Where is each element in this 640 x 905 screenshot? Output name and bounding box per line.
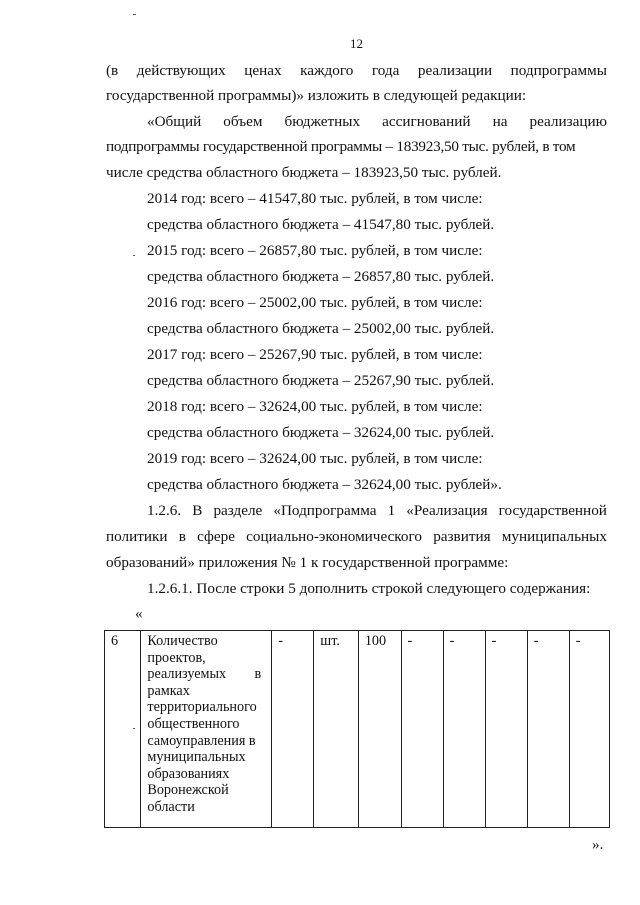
- unit-cell: шт.: [314, 631, 359, 828]
- year-2017-total: 2017 год: всего – 25267,90 тыс. рублей, в том числе:: [147, 346, 483, 363]
- paragraph-line-1: [106, 62, 607, 80]
- name-line: общественного: [147, 715, 240, 732]
- year-2019-regional: средства областного бюджета – 32624,00 тыс. рублей».: [147, 476, 502, 493]
- word: в: [178, 528, 186, 545]
- year-2014-total: 2014 год: всего – 41547,80 тыс. рублей, в том числе:: [147, 190, 483, 207]
- year-2017-regional: средства областного бюджета – 25267,90 тыс. рублей.: [147, 372, 495, 389]
- scan-speck: [133, 255, 135, 256]
- name-line: области: [147, 798, 195, 815]
- page-number: 12: [350, 36, 363, 51]
- closing-quote: ».: [592, 836, 604, 853]
- scan-speck: [133, 728, 135, 729]
- paragraph-1-2-6-line-1: [147, 502, 607, 520]
- paragraph-line-3: [147, 113, 607, 131]
- word: ценах: [244, 62, 282, 79]
- word: (в: [106, 62, 119, 79]
- word: «Реализация: [406, 502, 488, 519]
- row-number-cell: 6: [105, 631, 141, 828]
- word: бюджетных: [284, 113, 361, 130]
- name-line: рамках: [147, 682, 190, 699]
- word: В: [192, 502, 203, 519]
- name-line: образованиях: [147, 765, 230, 782]
- word: действующих: [136, 62, 226, 79]
- year-2018-total: 2018 год: всего – 32624,00 тыс. рублей, в том числе:: [147, 398, 483, 415]
- indicator-name-cell: [141, 631, 272, 828]
- word: муниципальных: [501, 528, 607, 545]
- word: на: [492, 113, 508, 130]
- word: сфере: [197, 528, 235, 545]
- name-line: территориального: [147, 699, 257, 716]
- paragraph-line-5: числе средства областного бюджета – 183923,50 тыс. рублей.: [106, 164, 502, 181]
- name-line: Воронежской: [147, 782, 229, 799]
- year-2015-total: 2015 год: всего – 26857,80 тыс. рублей, в том числе:: [147, 242, 483, 259]
- word: подпрограммы: [510, 62, 607, 79]
- name-line: муниципальных: [147, 749, 246, 766]
- word: «Общий: [147, 113, 202, 130]
- cell: -: [272, 631, 314, 828]
- year-2015-regional: средства областного бюджета – 26857,80 тыс. рублей.: [147, 268, 495, 285]
- year-2018-regional: средства областного бюджета – 32624,00 тыс. рублей.: [147, 424, 495, 441]
- year-2016-total: 2016 год: всего – 25002,00 тыс. рублей, в том числе:: [147, 294, 483, 311]
- word: «Подпрограмма: [273, 502, 377, 519]
- paragraph-1-2-6-line-2: [106, 528, 607, 546]
- paragraph-1-2-6-line-3: образований» приложения № 1 к государственной программе:: [106, 554, 509, 571]
- name-line: Количество: [147, 633, 218, 649]
- word: социально-экономического: [246, 528, 422, 545]
- year-2019-total: 2019 год: всего – 32624,00 тыс. рублей, в том числе:: [147, 450, 483, 467]
- word: развития: [433, 528, 491, 545]
- year-2016-regional: средства областного бюджета – 25002,00 тыс. рублей.: [147, 320, 495, 337]
- word: объем: [223, 113, 263, 130]
- word: года: [371, 62, 400, 79]
- paragraph-1-2-6-1: 1.2.6.1. После строки 5 дополнить строкой следующего содержания:: [147, 580, 591, 597]
- cell: -: [401, 631, 443, 828]
- name-line: самоуправления в: [147, 732, 256, 749]
- word: государственной: [498, 502, 607, 519]
- inserted-row-table: [104, 630, 610, 828]
- opening-quote: «: [135, 605, 143, 622]
- cell: -: [527, 631, 569, 828]
- cell: -: [443, 631, 485, 828]
- word: политики: [106, 528, 168, 545]
- word: реализации: [417, 62, 493, 79]
- word: каждого: [300, 62, 354, 79]
- name-line: проектов,: [147, 649, 206, 666]
- word: 1.2.6.: [147, 502, 182, 519]
- value-cell: 100: [358, 631, 401, 828]
- paragraph-line-4: подпрограммы государственной программы – 183923,50 тыс. рублей, в том: [106, 138, 576, 155]
- word: реализацию: [529, 113, 607, 130]
- word: разделе: [213, 502, 263, 519]
- word: 1: [387, 502, 396, 519]
- cell: -: [569, 631, 609, 828]
- name-line: реализуемых в: [147, 666, 262, 683]
- year-2014-regional: средства областного бюджета – 41547,80 тыс. рублей.: [147, 216, 495, 233]
- cell: -: [485, 631, 527, 828]
- table-row: [105, 631, 610, 828]
- word: ассигнований: [382, 113, 471, 130]
- paragraph-line-2: государственной программы)» изложить в следующей редакции:: [106, 87, 527, 104]
- scan-speck: [133, 14, 136, 15]
